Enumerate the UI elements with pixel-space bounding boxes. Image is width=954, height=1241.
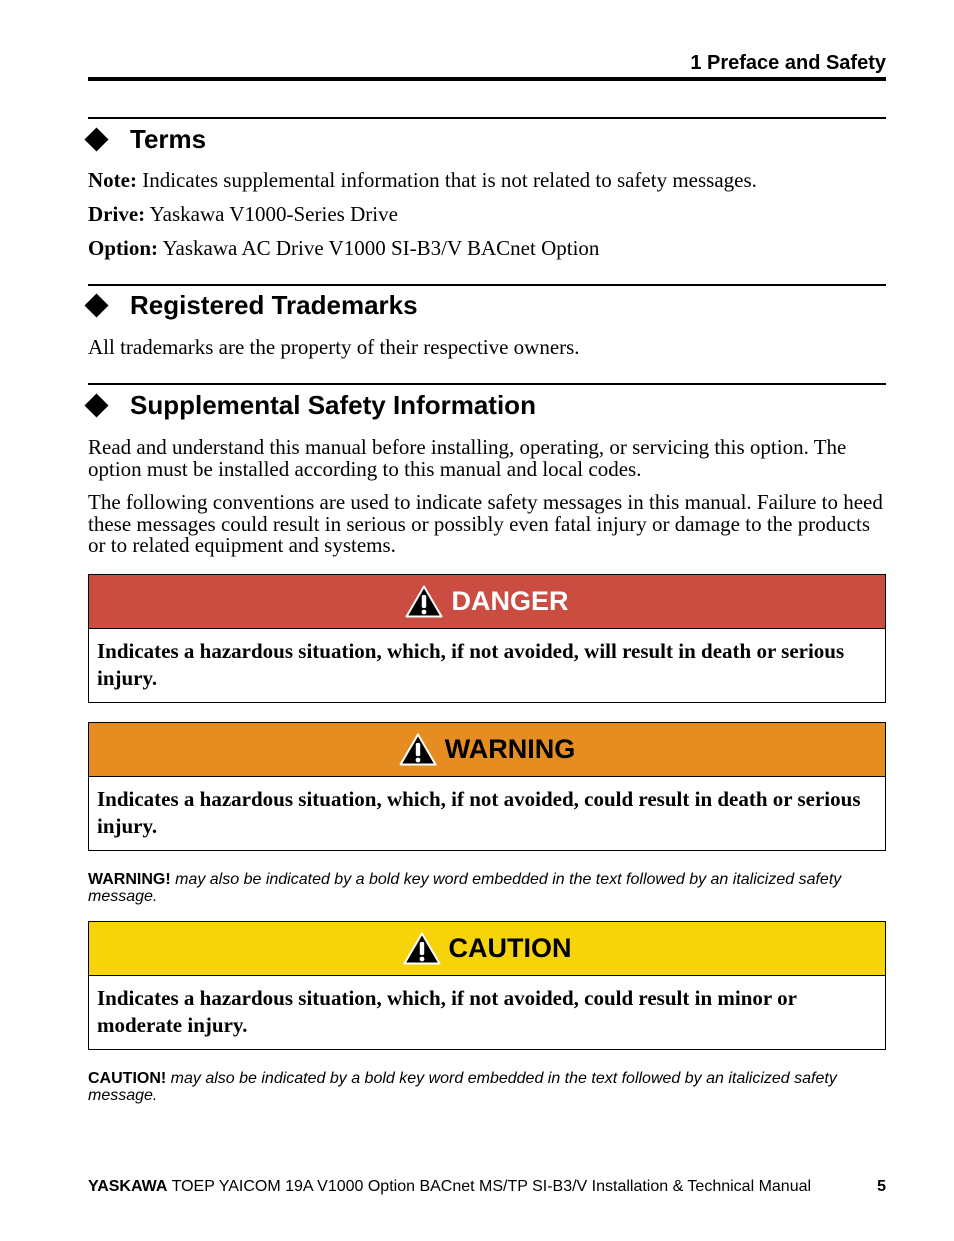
section-rule [88, 284, 886, 286]
caution-text: Indicates a hazardous situation, which, if not avoided, could result in minor or moderate injury. [97, 986, 797, 1037]
warning-note [88, 871, 888, 905]
trademarks-text: All trademarks are the property of their respective owners. [88, 335, 580, 359]
term-definition: Indicates supplemental information that is not related to safety messages. [136, 168, 757, 192]
footer-title: TOEP YAICOM 19A V1000 Option BACnet MS/TP SI-B3/V Installation & Technical Manual [167, 1178, 812, 1195]
note-keyword: CAUTION! [88, 1070, 167, 1087]
danger-header [89, 575, 885, 629]
term-definition: Yaskawa V1000-Series Drive [145, 202, 398, 226]
section-title: Registered Trademarks [130, 290, 418, 320]
warning-triangle-icon [403, 932, 441, 965]
term-option [88, 238, 888, 260]
term-label: Note: [88, 168, 137, 192]
caution-box [88, 921, 886, 1050]
term-label: Drive: [88, 202, 146, 226]
term-note [88, 170, 888, 192]
page-footer [88, 1178, 886, 1196]
section-heading-safety [84, 390, 884, 421]
section-rule [88, 117, 886, 119]
note-text: may also be indicated by a bold key word embedded in the text followed by an italicized safety message. [88, 871, 842, 905]
caution-header [89, 922, 885, 976]
term-label: Option: [88, 236, 159, 260]
safety-paragraph-2: The following conventions are used to indicate safety messages in this manual. Failure to heed these messages could result in serious or possibly even fatal injury or damage to the products or to related equipment and systems. [88, 490, 883, 557]
footer-brand: YASKAWA [88, 1178, 168, 1195]
running-header: 1 Preface and Safety [690, 52, 886, 74]
warning-box [88, 722, 886, 851]
term-drive [88, 204, 888, 226]
diamond-icon [84, 127, 108, 151]
danger-box [88, 574, 886, 703]
warning-triangle-icon [405, 585, 443, 618]
warning-header [89, 723, 885, 777]
section-heading-trademarks [84, 290, 884, 321]
section-rule [88, 383, 886, 385]
warning-triangle-icon [399, 733, 437, 766]
caution-label: CAUTION [448, 933, 572, 963]
danger-text: Indicates a hazardous situation, which, if not avoided, will result in death or serious injury. [97, 639, 845, 690]
warning-label: WARNING [444, 734, 576, 764]
diamond-icon [84, 393, 108, 417]
caution-note [88, 1070, 888, 1104]
term-definition: Yaskawa AC Drive V1000 SI-B3/V BACnet Option [158, 236, 600, 260]
note-text: may also be indicated by a bold key word embedded in the text followed by an italicized safety message. [88, 1070, 837, 1104]
danger-label: DANGER [451, 586, 569, 616]
warning-text: Indicates a hazardous situation, which, if not avoided, could result in death or serious injury. [97, 787, 861, 838]
footer-manual-title [88, 1178, 811, 1196]
section-heading-terms [84, 124, 884, 155]
section-title: Terms [130, 124, 207, 154]
safety-paragraph-1: Read and understand this manual before installing, operating, or servicing this option. The option must be installed according to this manual and local codes. [88, 435, 847, 481]
header-rule [88, 77, 886, 81]
section-title: Supplemental Safety Information [130, 390, 536, 420]
diamond-icon [84, 293, 108, 317]
note-keyword: WARNING! [88, 871, 171, 888]
page-number: 5 [877, 1178, 886, 1195]
